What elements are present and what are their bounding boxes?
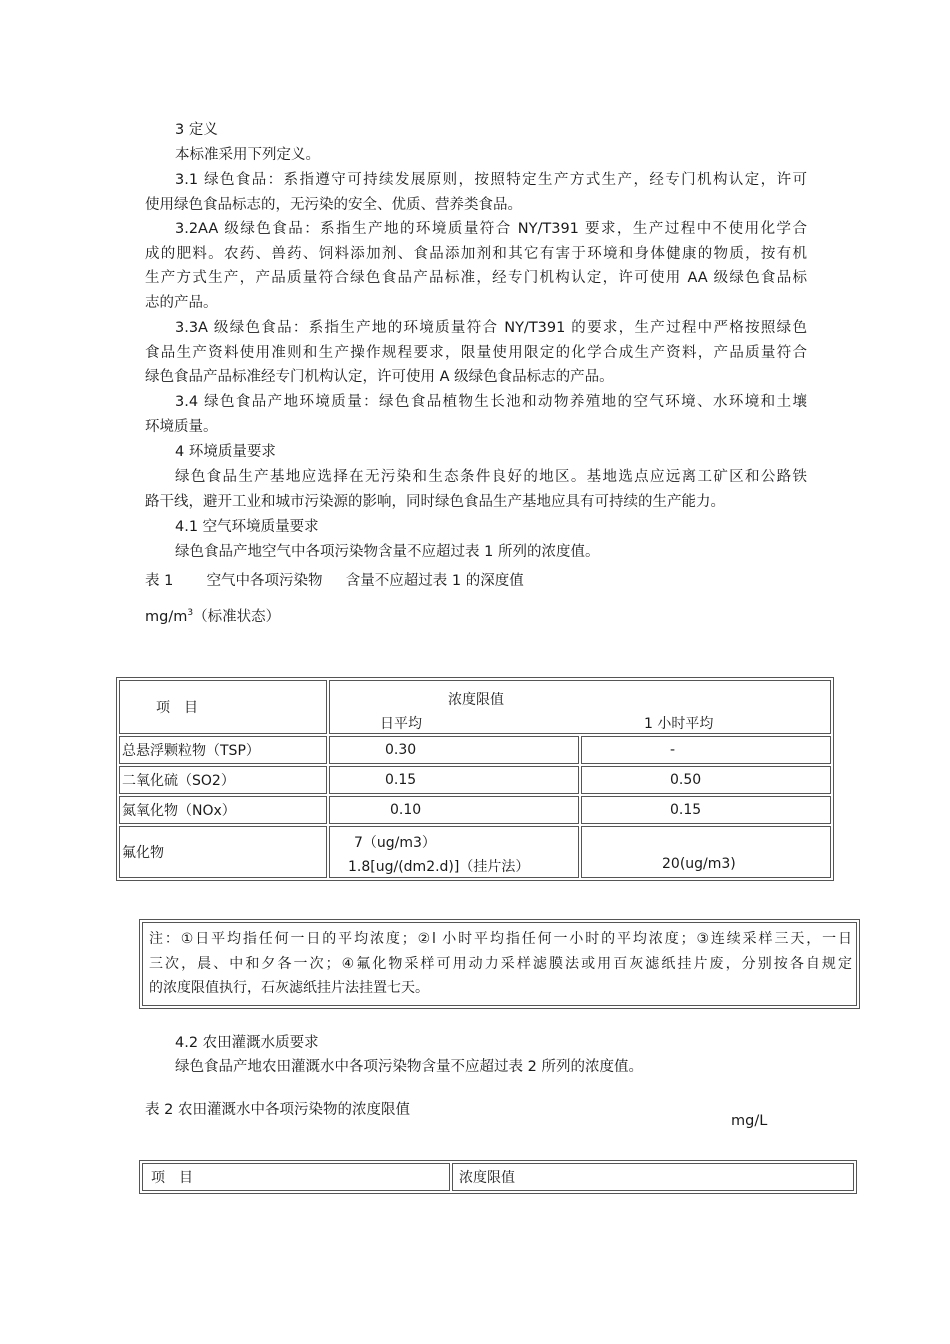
table-1-unit [145,604,280,626]
definition-3-3 [145,316,807,390]
table-1-number: 表 1 [145,573,174,589]
table-1-title-tail: 含量不应超过表 1 的深度值 [345,573,524,589]
definition-3-1 [145,168,807,217]
table-row-hourly: 0.50 [581,766,831,794]
note-line: 三次，晨、中和夕各一次；④氟化物采样可用动力采样滤膜法或用百灰滤纸挂片废，分别按各自规定 [149,955,852,972]
definition-3-4-line: 3.4 绿色食品产地环境质量：绿色食品植物生长池和动物养殖地的空气环境、水环境和土壤 [175,394,807,410]
section-4-paragraph [145,465,807,514]
table-row-item: 总悬浮颗粒物（TSP） [119,736,327,764]
fluoride-daily-line2: 1.8[ug/(dm2.d)]（挂片法） [348,859,530,875]
table-1-title: 空气中各项污染物 [206,573,323,589]
unit-text: mg/m [145,608,188,625]
section-3-intro: 本标准采用下列定义。 [175,147,320,163]
section-4-line: 路干线，避开工业和城市污染源的影响，同时绿色食品生产基地应具有可持续的生产能力。 [145,493,725,510]
definition-3-2-line: 3.2AA 级绿色食品：系指生产地的环境质量符合 NY/T391 要求，生产过程中不使用化学合 [175,221,807,237]
table-2-header-limit: 浓度限值 [452,1163,854,1191]
table-row-hourly: - [581,736,831,764]
table-row-hourly [581,826,831,878]
table-1-caption [145,572,524,590]
table-row-daily: 0.10 [329,796,579,824]
table-row-item: 二氧化硫（SO2） [119,766,327,794]
definition-3-3-line: 3.3A 级绿色食品：系指生产地的环境质量符合 NY/T391 的要求，生产过程中严格按照绿色 [175,320,807,336]
table-2-header-item: 项 目 [142,1163,450,1191]
table-row-daily: 0.15 [329,766,579,794]
table-1-header-hourly: 1 小时平均 [644,716,714,732]
note-line: 注：①日平均指任何一日的平均浓度；②l 小时平均指任何一小时的平均浓度；③连续采样三天，一日 [149,931,852,947]
note-line: 的浓度限值执行，石灰滤纸挂片法挂置七天。 [149,980,429,996]
table-2-caption: 表 2 农田灌溉水中各项污染物的浓度限值 [145,1102,410,1118]
definition-3-2-line: 生产方式生产，产品质量符合绿色食品产品标准，经专门机构认定，许可使用 AA 级绿色食品标 [145,270,807,286]
unit-superscript: 3 [187,608,194,618]
section-4-2-text: 绿色食品产地农田灌溉水中各项污染物含量不应超过表 2 所列的浓度值。 [175,1059,643,1075]
table-1-header-item: 项 目 [119,680,327,734]
section-4-1-title: 4.1 空气环境质量要求 [175,519,319,535]
table-1 [116,677,834,881]
section-3-title: 3 定义 [175,122,218,138]
definition-3-4-line: 环境质量。 [145,418,218,435]
note-content [142,922,857,1006]
section-4-line: 绿色食品生产基地应选择在无污染和生态条件良好的地区。基地选点应远离工矿区和公路铁 [175,469,807,485]
table-2-unit: mg/L [731,1113,768,1129]
definition-3-3-line: 食品生产资料使用准则和生产操作规程要求，限量使用限定的化学合成生产资料，产品质量符合 [145,344,807,361]
table-row-item: 氟化物 [119,826,327,878]
definition-3-1-line: 使用绿色食品标志的，无污染的安全、优质、营养类食品。 [145,196,522,213]
table-2 [139,1160,857,1194]
unit-suffix: （标准状态） [193,608,281,625]
definition-3-2-line: 志的产品。 [145,294,218,311]
fluoride-hourly: 20(ug/m3) [662,856,736,872]
table-row-item: 氮氧化物（NOx） [119,796,327,824]
table-1-header-limit-label: 浓度限值 [448,692,504,708]
fluoride-daily-line1: 7（ug/m3） [354,835,436,851]
table-row-daily: 0.30 [329,736,579,764]
definition-3-4 [145,390,807,439]
definition-3-2-line: 成的肥料。农药、兽药、饲料添加剂、食品添加剂和其它有害于环境和身体健康的物质，按有机 [145,245,807,262]
definition-3-2 [145,217,807,315]
table-row-hourly: 0.15 [581,796,831,824]
section-4-title: 4 环境质量要求 [175,444,276,460]
table-1-header-limit [329,680,831,734]
definition-3-1-line: 3.1 绿色食品：系指遵守可持续发展原则，按照特定生产方式生产，经专门机构认定，许可 [175,172,807,188]
table-1-header-daily: 日平均 [380,716,422,732]
table-1-note [139,919,860,1009]
section-4-2-title: 4.2 农田灌溉水质要求 [175,1035,319,1051]
section-4-1-text: 绿色食品产地空气中各项污染物含量不应超过表 1 所列的浓度值。 [175,544,600,560]
definition-3-3-line: 绿色食品产品标准经专门机构认定，许可使用 A 级绿色食品标志的产品。 [145,369,614,385]
table-row-daily [329,826,579,878]
